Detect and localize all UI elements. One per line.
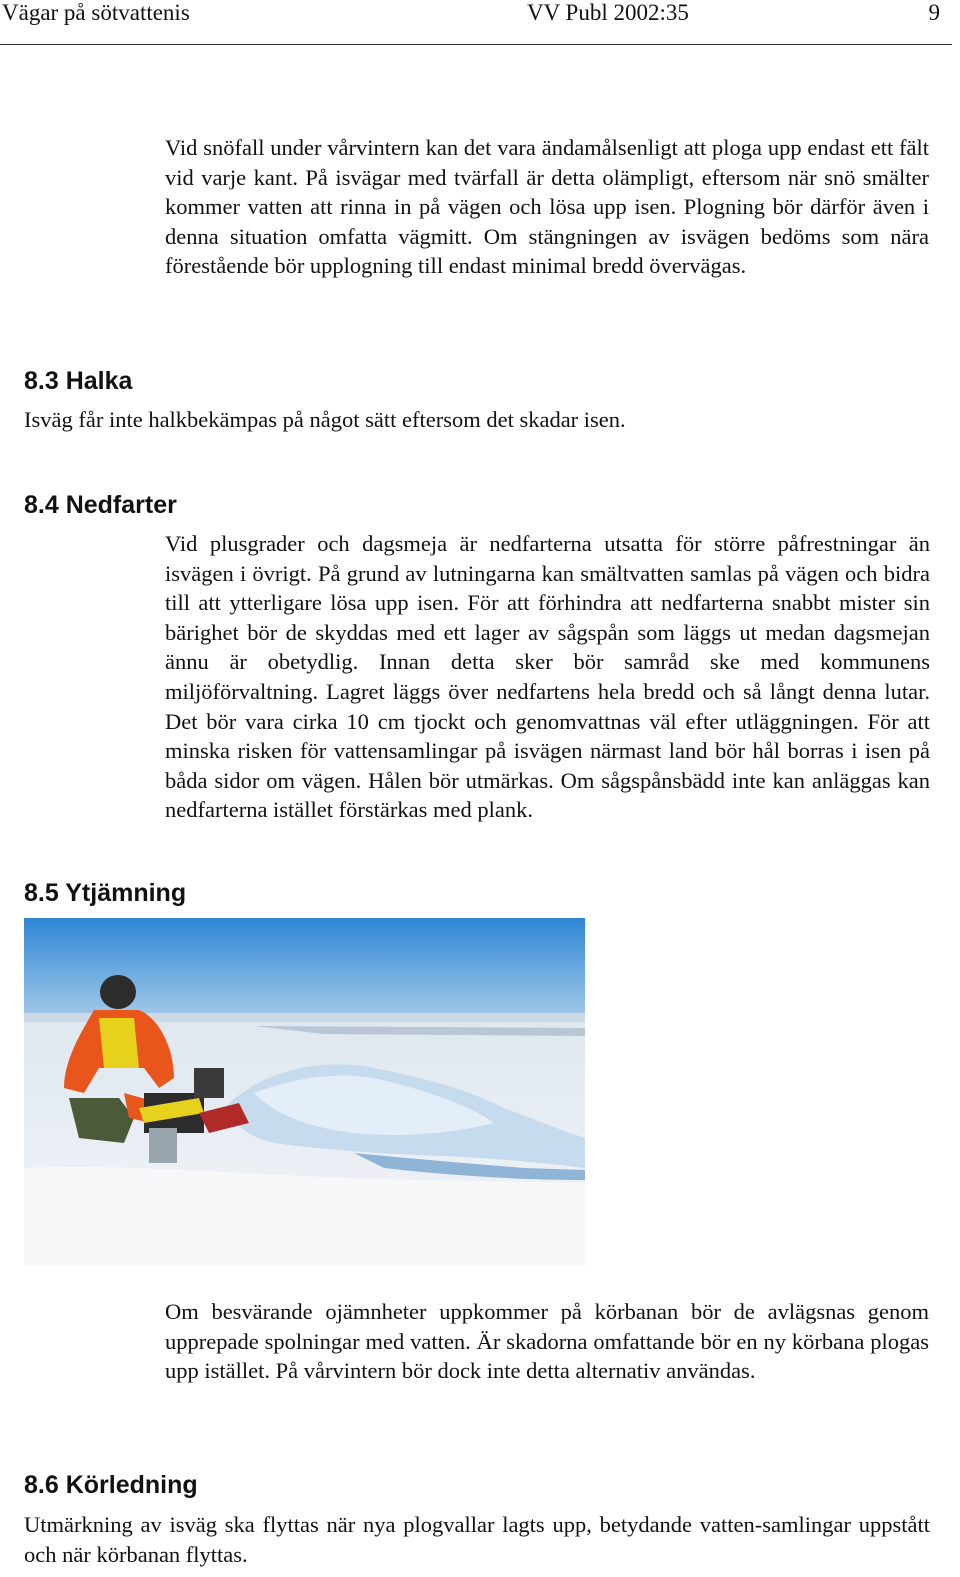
paragraph-ytjamning: Om besvärande ojämnheter uppkommer på körbanan bör de avlägsnas genom upprepade spolningar med vatten. Är skadorna omfattande bör en ny körbana plogas upp istället. På vårvintern bör dock inte detta alternativ användas. [165, 1299, 929, 1384]
section-heading-halka: 8.3 Halka [24, 367, 133, 395]
section-heading-nedfarter: 8.4 Nedfarter [24, 491, 177, 519]
publication-number: VV Publ 2002:35 [527, 0, 689, 25]
paragraph-halka: Isväg får inte halkbekämpas på något sätt eftersom det skadar isen. [24, 407, 626, 432]
paragraph-nedfarter: Vid plusgrader och dagsmeja är nedfarterna utsatta för större påfrestningar än isvägen i övrigt. På grund av lutningarna kan smältvatten samlas på vägen och bidra till att ytterligare lösa upp isen. För att förhindra att nedfarterna snabbt mister sin bärighet bör de skyddas med ett lager av sågspån som läggs ut medan dagsmejan ännu är obetydlig. Innan detta sker bör samråd ske med kommunens miljöförvaltning. Lagret läggs över nedfartens hela bredd och så långt denna lutar. Det bör vara cirka 10 cm tjockt och genomvattnas väl efter utläggningen. För att minska risken för vattensamlingar på isvägen närmast land bör hål borras i isen på båda sidor om vägen. Hålen bör utmärkas. Om sågspånsbädd inte kan anläggas kan nedfarterna istället förstärkas med plank. [165, 531, 930, 823]
section-heading-ytjamning: 8.5 Ytjämning [24, 879, 187, 907]
page-number: 9 [928, 0, 940, 25]
page-header [0, 0, 952, 45]
running-title: Vägar på sötvattenis [2, 0, 190, 25]
section-heading-korledning: 8.6 Körledning [24, 1471, 198, 1499]
ice-drilling-photo [24, 918, 585, 1266]
paragraph-korledning: Utmärkning av isväg ska flyttas när nya plogvallar lagts upp, betydande vatten-samlingar uppstått och när körbanan flyttas. [24, 1512, 930, 1567]
paragraph-snowfall: Vid snöfall under vårvintern kan det vara ändamålsenligt att ploga upp endast ett fält vid varje kant. På isvägar med tvärfall är detta olämpligt, eftersom när snö smälter kommer vatten att rinna in på vägen och lösa upp isen. Plogning bör därför även i denna situation omfatta vägmitt. Om stängningen av isvägen bedöms som nära förestående bör upplogning till endast minimal bredd övervägas. [165, 135, 929, 279]
